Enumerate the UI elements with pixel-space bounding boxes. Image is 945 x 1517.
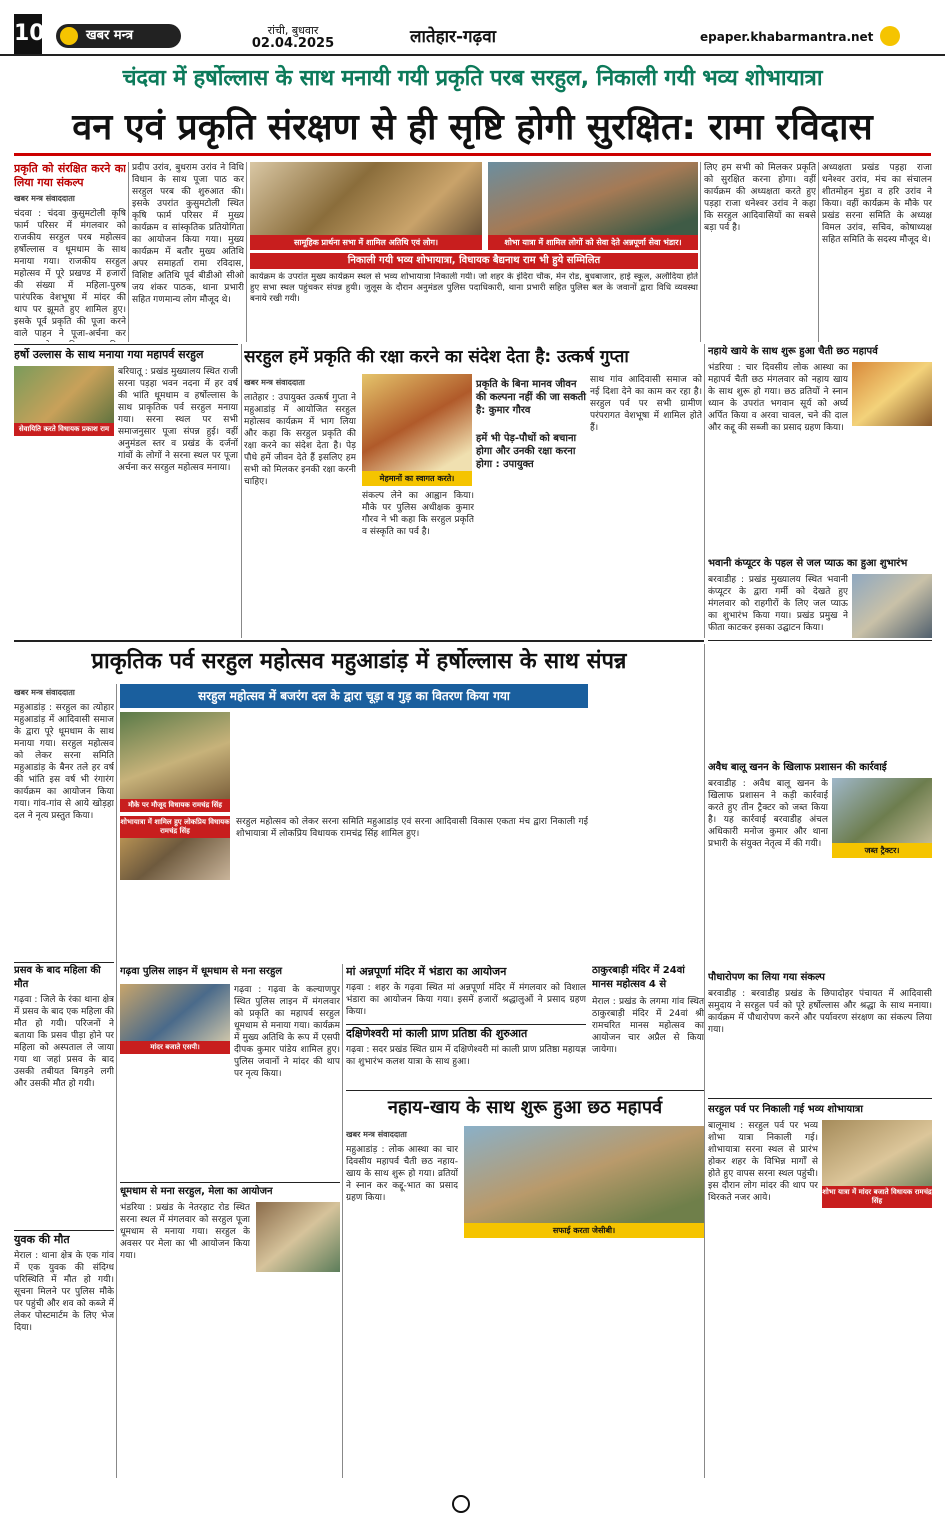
divider	[241, 344, 242, 638]
lead-col2-text: प्रदीप उरांव, बुधराम उरांव ने विधि विधान के साथ पूजा पाठ कर सरहुल परब की शुरुआत की। इसके उपरांत कुसुमटोली स्थित कृषि फार्म परिसर में मुख्य कार्यक्रम व सांस्कृतिक प्रतियोगिता का आयोजन किया गया। मुख्य कार्यक्रम में बतौर मुख्य अतिथि अपर समाहर्ता रामा रविदास, विशिष्ट अतिथि पूर्व बीडीओ सीओ जय शंकर पाठक, थाना प्रभारी सहित गणमान्य लोग मौजूद थे।	[132, 163, 244, 305]
divider	[14, 962, 114, 963]
chhath2-col-1	[346, 1126, 458, 1478]
thakurbari-headline: ठाकुरबाड़ी मंदिर में 24वां मानस महोत्सव 4 से	[592, 965, 685, 990]
utkarsh-col-1	[244, 374, 356, 636]
mahuadand-bar: सरहुल महोत्सव में बजरंग दल के द्वारा चूड़ा व गुड़ का वितरण किया गया	[120, 684, 588, 708]
epaper-url[interactable]: epaper.khabarmantra.net	[700, 30, 874, 44]
paper-name: खबर मन्त्र	[86, 28, 134, 43]
lead-kicker: चंदवा में हर्षोल्लास के साथ मनायी गयी प्रकृति परब सरहुल, निकाली गयी भव्य शोभायात्रा	[122, 66, 823, 91]
utkarsh-col-4b	[480, 490, 584, 636]
mahuadand-body-cont	[120, 884, 588, 960]
sand-body: बरवाडीह : अवैध बालू खनन के खिलाफ प्रशासन ने कड़ी कार्रवाई करते हुए तीन ट्रैक्टर को जब्त किया है। यह कार्रवाई बरवाडीह अंचल अधिकारी मनोज कुमार और थाना प्रभारी के संयुक्त नेतृत्व में की गयी।	[708, 779, 828, 849]
youth-headline: युवक की मौत	[14, 1233, 70, 1246]
mela-photo	[256, 1202, 340, 1272]
edition-date	[243, 24, 343, 50]
divider	[14, 344, 238, 345]
sand-photo	[832, 778, 932, 858]
lead-intro-bullet: प्रकृति को संरक्षित करने का लिया गया संकल्प	[14, 162, 126, 189]
chhath2-body: महुआडांड़ : लोक आस्था का चार दिवसीय महापर्व चैती छठ नहाय-खाय के साथ शुरू हो गया। व्रतियों ने स्नान कर कद्दू-भात का प्रसाद ग्रहण किया।	[346, 1145, 458, 1203]
divider	[116, 684, 117, 1478]
lead-byline: खबर मन्त्र संवाददाता	[14, 194, 75, 203]
utkarsh-headline: सरहुल हमें प्रकृति की रक्षा करने का संदेश देता है: उत्कर्ष गुप्ता	[244, 347, 629, 367]
sand-photo-caption: जब्त ट्रैक्टर।	[832, 843, 932, 858]
divider	[342, 964, 343, 1478]
divider	[708, 640, 932, 641]
chhath1-headline: नहाये खाये के साथ शुरू हुआ चैती छठ महापर्व	[708, 346, 878, 357]
divider	[128, 162, 129, 342]
divider	[708, 1098, 932, 1099]
divider	[704, 344, 705, 638]
mahuadand-byline: खबर मन्त्र संवाददाता	[14, 688, 75, 697]
last-story-photo	[822, 1120, 932, 1208]
annapurna-body: गढ़वा : शहर के गढ़वा स्थित मां अन्नपूर्णा मंदिर में मंगलवार को विशाल भंडारा का आयोजन किया गया। इसमें हजारों श्रद्धालुओं ने प्रसाद ग्रहण किया।	[346, 983, 586, 1017]
divider	[246, 162, 247, 342]
lead-photo-2-caption: शोभा यात्रा में शामिल लोगों को सेवा देते अन्नपूर्णा सेवा भंडार।	[488, 235, 698, 250]
mahuadand-photo-1-caption: मौके पर मौजूद विधायक रामचंद्र सिंह	[120, 799, 230, 812]
mahuadand-headline: प्राकृतिक पर्व सरहुल महोत्सव महुआडांड़ में हर्षोल्लास के साथ संपन्न	[91, 649, 627, 674]
chhath2-byline: खबर मन्त्र संवाददाता	[346, 1130, 407, 1139]
section-title: लातेहार-गढ़वा	[410, 27, 497, 47]
lead-photo-2	[488, 162, 698, 250]
shed-body: बरवाडीह : प्रखंड मुख्यालय स्थित भवानी कंप्यूटर के द्वारा गर्मी को देखते हुए मंगलवार को राहगीरों के लिए जल प्याऊ का शुभारंभ किया गया। प्रखंड प्रमुख ने फीता काटकर इसका उद्घाटन किया।	[708, 575, 848, 633]
divider	[14, 640, 704, 642]
city-day: रांची, बुधवार	[267, 24, 319, 37]
utkarsh-photo-caption: मेहमानों का स्वागत करते।	[362, 471, 472, 486]
chhath1-body: भंडरिया : चार दिवसीय लोक आस्था का महापर्व चैती छठ मंगलवार को नहाय खाय के साथ शुरू हो गया। छठ व्रतियों ने स्नान ध्यान के उपरांत भगवान सूर्य को अर्घ्य अर्पित किया व अरवा चावल, चने की दाल और कद्दू की सब्जी का प्रसाद ग्रहण किया।	[708, 363, 848, 433]
lead-col-6: लिए हम सभी को मिलकर प्रकृति को सुरक्षित करना होगा। वहीं कार्यक्रम की अध्यक्षता करते हुए पड़हा राजा धनेश्वर उरांव ने कहा कि सरहुल आदिवासियों का सबसे बड़ा पर्व है।	[704, 163, 816, 233]
lead-col-1	[14, 162, 126, 342]
last-story-headline: सरहुल पर्व पर निकाली गई भव्य शोभायात्रा	[708, 1104, 863, 1115]
utkarsh-quote-1: प्रकृति के बिना मानव जीवन की कल्पना नहीं की जा सकती है: कुमार गौरव	[476, 379, 586, 416]
shed-headline: भवानी कंप्यूटर के पहल से जल प्याऊ का हुआ शुभारंभ	[708, 558, 908, 569]
dakshineshwari-body: गढ़वा : सदर प्रखंड स्थित ग्राम में दक्षिणेश्वरी मां काली प्राण प्रतिष्ठा महायज्ञ का शुभारंभ कलश यात्रा के साथ हुआ।	[346, 1045, 586, 1067]
mela-body: भंडरिया : प्रखंड के नेतरहाट रोड स्थित सरना स्थल में मंगलवार को सरहुल पूजा धूमधाम से मनाया गया। सरहुल के अवसर पर मेला का भी आयोजन किया गया।	[120, 1203, 250, 1261]
chhath2-photo-caption: सफाई करता जेसीबी।	[464, 1223, 704, 1238]
mela-headline: धूमधाम से मना सरहुल, मेला का आयोजन	[120, 1186, 273, 1197]
hardship-body: बरियातू : प्रखंड मुख्यालय स्थित राजी सरना पड़हा भवन नदना में हर वर्ष की भांति धूमधाम व हर्षोल्लास के साथ प्राकृतिक पर्व सरहुल मनाया गया। सरना स्थल पर सभी समाजनुसार पूजा संपन्न हुई। वहीं अनुमंडल स्तर व प्रखंड के दर्जनों गांवों के लोगों ने सरना स्थल पर पूजा अर्चना कर सरहुल महोत्सव मनाया।	[118, 367, 238, 473]
hardship-body-cont	[14, 440, 114, 636]
masthead	[0, 0, 945, 56]
date: 02.04.2025	[251, 36, 335, 51]
chhath2-photo	[464, 1126, 704, 1238]
lead-body: चंदवा : चंदवा कुसुमटोली कृषि फार्म परिसर में मंगलवार को राजकीय सरहुल परब महोत्सव हर्षोल्लास व धूमधाम के साथ मनाया गया। राजकीय सरहुल महोत्सव में पूरे प्रखण्ड में हजारों की संख्या में महिला-पुरुष पारंपरिक वेशभूषा में मांदर की थाप पर झूमते हुए शामिल हुए। इसके पूर्व प्रकृति की पूजा करने वाले पाहन ने पूजा-अर्चना कर	[14, 209, 126, 339]
lead-col-2	[132, 162, 244, 342]
police-line-body-cont	[120, 1058, 230, 1180]
shed-body-cont	[708, 644, 932, 758]
divider	[700, 162, 701, 342]
utkarsh-body: लातेहार : उपायुक्त उत्कर्ष गुप्ता ने महुआडांड़ में आयोजित सरहुल महोत्सव कार्यक्रम में भाग लिया और कहा कि सरहुल प्रकृति की रक्षा करने का संदेश देता है। पेड़ पौधे हमें जीवन देते हैं इसलिए हम सभी को मिलकर इनकी रक्षा करनी चाहिए।	[244, 393, 356, 487]
chhath2-headline: नहाय-खाय के साथ शुरू हुआ छठ महापर्व	[387, 1097, 663, 1118]
chhath2-col-2	[464, 1242, 580, 1478]
divider	[818, 162, 819, 342]
lead-photo-1-caption: सामूहिक प्रार्थना सभा में शामिल अतिथि एवं लोग।	[250, 235, 482, 250]
lead-photo-1	[250, 162, 482, 250]
last-story-body: बालूमाथ : सरहुल पर्व पर भव्य शोभा यात्रा निकाली गई। शोभायात्रा सरना स्थल से प्रारंभ होकर शहर के विभिन्न मार्गों से होते हुए वापस सरना स्थल पहुंची। इस दौरान लोग मांदर की थाप पर थिरकते नजर आये।	[708, 1121, 818, 1203]
mahuadand-bar-body	[236, 712, 588, 812]
logo-emblem-icon	[60, 27, 78, 45]
police-line-body: गढ़वा : गढ़वा के कल्याणपुर स्थित पुलिस लाइन में मंगलवार को प्रकृति का महापर्व सरहुल धूमधाम से मनाया गया। कार्यक्रम में मुख्य अतिथि के रूप में एसपी दीपक कुमार पांडेय शामिल हुए। पुलिस जवानों ने मांदर की थाप पर नृत्य किया।	[234, 985, 340, 1079]
divider	[14, 1230, 114, 1231]
shobhayatra-body: कार्यक्रम के उपरांत मुख्य कार्यक्रम स्थल से भव्य शोभायात्रा निकाली गयी। जो शहर के इंदिरा चौक, मेन रोड, बुधबाजार, हाई स्कूल, अलौदिया होते हुए सभा स्थल पहुंचकर संपन्न हुयी। जुलूस के दौरान अनुमंडल पुलिस पदाधिकारी, थाना प्रभारी सहित पुलिस बल के जवानों द्वारा विधि व्यवस्था बनाये रखी गयी।	[250, 272, 698, 304]
sand-headline: अवैध बालू खनन के खिलाफ प्रशासन की कार्रवाई	[708, 762, 887, 773]
mahuadand-photo-2	[120, 816, 230, 880]
police-line-photo-caption: मांदर बजाते एसपी।	[120, 1041, 230, 1054]
hardship-photo	[14, 366, 114, 436]
last-story-photo-caption: शोभा यात्रा में मांदर बजाते विधायक रामचंद्र सिंह	[822, 1186, 932, 1208]
page-number: 10	[14, 14, 42, 54]
lead-col-7: अध्यक्षता प्रखंड पड़हा राजा धनेश्वर उरांव, मंच का संचालन शीतमोहन मुंडा व हरि उरांव ने किया। वहीं कार्यक्रम के मौके पर प्रखंड सरना समिति के अध्यक्ष विमल उरांव, सचिव, कोषाध्यक्ष सहित समिति के सदस्य मौजूद थे।	[822, 163, 932, 245]
shobhayatra-bar: निकाली गयी भव्य शोभायात्रा, विधायक बैद्यनाथ राम भी हुये सम्मिलित	[250, 253, 698, 269]
mahuadand-col-r: सरहुल महोत्सव को लेकर सरना समिति महुआडांड़ एवं सरना आदिवासी विकास एकता मंच द्वारा निकाली गई शोभायात्रा में लोकप्रिय विधायक रामचंद्र सिंह शामिल हुए।	[236, 817, 588, 839]
chhath2-col-3	[588, 1242, 704, 1478]
dakshineshwari-headline: दक्षिणेश्वरी मां काली प्राण प्रतिष्ठा की शुरुआत	[346, 1027, 528, 1040]
utkarsh-col-4: संकल्प लेने का आह्वान किया। मौके पर पुलिस अधीक्षक कुमार गौरव ने भी कहा कि सरहुल प्रकृति व संस्कृति का पर्व है।	[362, 491, 474, 537]
mahuadand-col-1	[14, 684, 114, 960]
annapurna-headline: मां अन्नपूर्णा मंदिर में भंडारा का आयोजन	[346, 965, 507, 978]
thakurbari-body: मेराल : प्रखंड के लगमा गांव स्थित ठाकुरबाड़ी मंदिर में 24वां श्री रामचरित मानस महोत्सव का आयोजन चार अप्रैल से किया जायेगा।	[592, 997, 704, 1055]
divider	[346, 1090, 704, 1091]
utkarsh-col-5: साथ गांव आदिवासी समाज को नई दिशा देने का काम कर रहा है। सरहुल पर्व पर सभी ग्रामीण परंपरागत वेशभूषा में शामिल होते हैं।	[590, 375, 702, 433]
mahuadand-col-6	[594, 684, 704, 960]
utkarsh-quote-2: हमें भी पेड़-पौधों को बचाना होगा और उनकी रक्षा करना होगा : उपायुक्त	[476, 433, 577, 470]
lead-headline: वन एवं प्रकृति संरक्षण से ही सृष्टि होगी सुरक्षित: रामा रविदास	[14, 100, 931, 156]
mahuadand-body: महुआडांड़ : सरहुल का त्योहार महुआडांड़ में आदिवासी समाज के द्वारा पूरे धूमधाम के साथ मनाया गया। सरहुल महोत्सव को लेकर सरना समिति महुआडांड़ के बैनर तले हर वर्ष की भांति इस वर्ष भी रंगारंग कार्यक्रम का आयोजन किया गया। गांव-गांव से आये खोड़हा दल ने नृत्य प्रस्तुत किया।	[14, 703, 114, 821]
utkarsh-photo	[362, 374, 472, 486]
snake-headline: प्रसव के बाद महिला की मौत	[14, 965, 101, 990]
paper-logo	[56, 24, 181, 48]
snake-body: गढ़वा : जिले के रंका थाना क्षेत्र में प्रसव के बाद एक महिला की मौत हो गयी। परिजनों ने बताया कि प्रसव पीड़ा होने पर महिला को अस्पताल ले जाया गया था जहां प्रसव के बाद उसकी तबीयत बिगड़ने लगी और उसकी मौत हो गयी।	[14, 995, 114, 1089]
hardship-photo-caption: सेवायिति करते विधायक प्रकाश राम	[14, 423, 114, 436]
hardship-headline: हर्षो उल्लास के साथ मनाया गया महापर्व सरहुल	[14, 348, 204, 361]
divider	[704, 644, 705, 1478]
utkarsh-byline: खबर मन्त्र संवाददाता	[244, 378, 305, 387]
logo-dot-icon	[880, 26, 900, 46]
chhath1-photo	[852, 362, 932, 426]
youth-body: मेराल : थाना क्षेत्र के एक गांव में एक युवक की संदिग्ध परिस्थिति में मौत हो गयी। सूचना मिलने पर पुलिस मौके पर पहुंची और शव को कब्जे में लेकर पोस्टमार्टम के लिए भेज दिया।	[14, 1251, 114, 1333]
shed-photo	[852, 574, 932, 638]
police-line-headline: गढ़वा पुलिस लाइन में धूमधाम से मना सरहुल	[120, 966, 283, 977]
police-line-photo	[120, 984, 230, 1054]
divider	[346, 1024, 586, 1025]
pledge-headline: पौधारोपण का लिया गया संकल्प	[708, 972, 825, 983]
divider	[120, 1182, 340, 1183]
registration-mark-icon	[452, 1495, 470, 1513]
mahuadand-photo-1	[120, 712, 230, 812]
mahuadand-photo-2-label: शोभायात्रा में शामिल हुए लोकप्रिय विधायक रामचंद्र सिंह	[120, 816, 230, 838]
pledge-body: बरवाडीह : बरवाडीह प्रखंड के छिपादोहर पंचायत में आदिवासी समुदाय ने सरहुल पर्व को पूरे हर्षोल्लास और श्रद्धा के साथ मनाया। कार्यक्रम में पौधारोपण करने और पर्यावरण संरक्षण का संकल्प लिया गया।	[708, 989, 932, 1035]
